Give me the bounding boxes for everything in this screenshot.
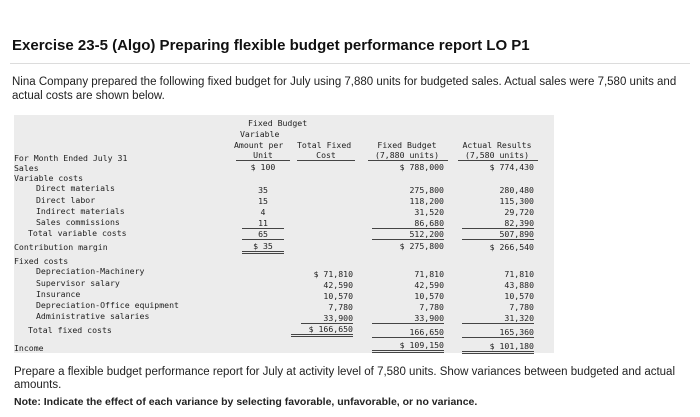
period-label: For Month Ended July 31 — [14, 153, 128, 163]
row-total-fixed: $ 71,810 — [313, 269, 353, 279]
row-unit: 65 — [242, 229, 284, 240]
intro-text: Nina Company prepared the following fixed budget for July using 7,880 units for budgeted sales. Actual sales were 7,580 units and actual costs are shown below. — [12, 76, 677, 102]
contribution-actual: $ 266,540 — [489, 242, 534, 252]
row-total-fixed: 10,570 — [323, 291, 353, 301]
title-divider — [10, 63, 690, 64]
row-label: Indirect materials — [36, 206, 125, 216]
total-fixed-actual: 165,360 — [462, 327, 534, 338]
header-cost: Cost — [316, 150, 336, 160]
row-actual: 10,570 — [504, 291, 534, 301]
header-fixed-units: (7,880 units) — [374, 150, 440, 160]
sales-actual: $ 774,430 — [489, 162, 534, 172]
variable-costs-label: Variable costs — [14, 173, 84, 183]
row-actual: 71,810 — [504, 269, 534, 279]
row-actual: 29,720 — [504, 207, 534, 217]
row-actual: 115,300 — [499, 196, 534, 206]
contribution-label: Contribution margin — [14, 242, 108, 252]
row-actual: 82,390 — [462, 218, 534, 229]
row-actual: 280,480 — [499, 185, 534, 195]
row-fixed: 512,200 — [372, 229, 444, 240]
row-actual: 43,880 — [504, 280, 534, 290]
row-total-fixed: 33,900 — [301, 313, 353, 324]
sales-unit: $ 100 — [250, 162, 276, 172]
prompt-text: Prepare a flexible budget performance report for July at activity level of 7,580 units. Show variances between budgeted and actual amounts. — [14, 366, 676, 391]
sales-fixed: $ 788,000 — [399, 162, 444, 172]
row-actual: 7,780 — [509, 302, 534, 312]
total-fixed-total: $ 166,650 — [291, 324, 353, 337]
row-fixed: 42,590 — [414, 280, 444, 290]
variance-note: Note: Indicate the effect of each variance by selecting favorable, unfavorable, or no variance. — [14, 396, 478, 408]
row-label: Administrative salaries — [36, 311, 150, 321]
row-label: Depreciation-Machinery — [36, 266, 145, 276]
income-actual: $ 101,180 — [462, 341, 534, 354]
row-unit: 4 — [260, 207, 266, 217]
row-label: Total variable costs — [28, 228, 127, 238]
fixed-costs-label: Fixed costs — [14, 256, 69, 266]
row-label: Depreciation-Office equipment — [36, 300, 179, 310]
sales-label: Sales — [14, 163, 39, 173]
header-amount-per: Amount per — [234, 140, 284, 150]
exercise-title: Exercise 23-5 (Algo) Preparing flexible budget performance report LO P1 — [12, 37, 530, 54]
row-fixed: 33,900 — [372, 313, 444, 324]
row-fixed: 71,810 — [414, 269, 444, 279]
header-fixed-budget: Fixed Budget — [248, 118, 308, 128]
income-fixed: $ 109,150 — [372, 340, 444, 353]
header-total-fixed: Total Fixed — [297, 140, 352, 150]
total-fixed-label: Total fixed costs — [28, 325, 112, 335]
row-total-fixed: 42,590 — [323, 280, 353, 290]
row-label: Insurance — [36, 289, 81, 299]
row-fixed: 7,780 — [419, 302, 444, 312]
row-total-fixed: 7,780 — [328, 302, 353, 312]
row-label: Supervisor salary — [36, 278, 120, 288]
header-actual-results: Actual Results — [462, 140, 532, 150]
row-label: Direct labor — [36, 195, 96, 205]
header-actual-units: (7,580 units) — [464, 150, 530, 160]
income-label: Income — [14, 343, 44, 353]
row-fixed: 10,570 — [414, 291, 444, 301]
header-variable: Variable — [240, 129, 280, 139]
total-fixed-fixed: 166,650 — [372, 327, 444, 338]
row-fixed: 118,200 — [409, 196, 444, 206]
row-label: Direct materials — [36, 183, 115, 193]
top-bar — [0, 0, 700, 20]
row-fixed: 31,520 — [414, 207, 444, 217]
row-actual: 507,890 — [462, 229, 534, 240]
row-unit: 11 — [242, 218, 284, 229]
budget-table — [14, 115, 554, 353]
row-label: Sales commissions — [36, 217, 120, 227]
row-fixed: 86,680 — [372, 218, 444, 229]
header-unit: Unit — [253, 150, 273, 160]
row-unit: 15 — [258, 196, 268, 206]
row-fixed: 275,800 — [409, 185, 444, 195]
row-actual: 31,320 — [462, 313, 534, 324]
contribution-fixed: $ 275,800 — [399, 241, 444, 251]
header-fixed-budget-2: Fixed Budget — [377, 140, 437, 150]
row-unit: 35 — [258, 185, 268, 195]
contribution-unit: $ 35 — [242, 241, 284, 254]
